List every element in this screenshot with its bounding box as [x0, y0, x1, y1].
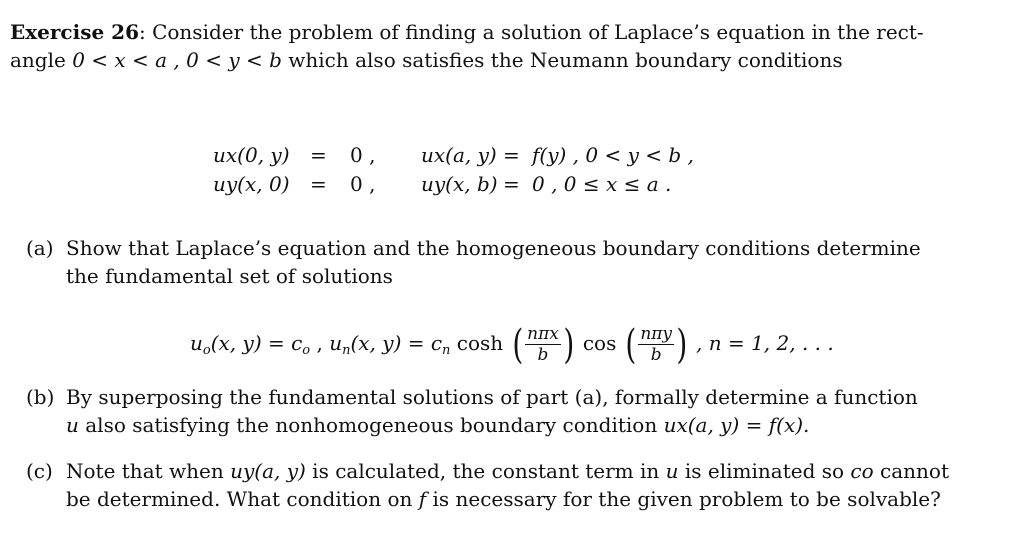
fraction-x-numerator: nπx: [527, 324, 559, 344]
part-a-line-2: the fundamental set of solutions: [66, 264, 393, 288]
cn-subscript: n: [442, 343, 451, 358]
intro-text-2-pre: angle: [10, 48, 73, 72]
bc-r1-lhs1: ux(0, y): [213, 143, 290, 167]
intro-text-2-post: which also satisfies the Neumann boundary conditions: [281, 48, 843, 72]
part-b-label: (b): [26, 385, 55, 409]
part-b-line-2: [66, 413, 809, 437]
part-c-text-2-post: is necessary for the given problem to be solvable?: [426, 487, 941, 511]
cos-label: cos: [576, 331, 623, 355]
part-c-u: u: [665, 459, 679, 483]
part-c-line-2: [66, 487, 941, 511]
part-b-text-2: also satisfying the nonhomogeneous boundary condition: [78, 413, 664, 437]
u0-args: (x, y) = c: [210, 331, 303, 355]
part-c-line-1: [66, 459, 949, 483]
bc-r1-eq1: =: [310, 143, 327, 167]
part-a-label: (a): [26, 236, 54, 260]
domain-inequality: 0 < x < a , 0 < y < b: [72, 48, 282, 72]
bc-r2-eq1: =: [310, 172, 327, 196]
part-c-label: (c): [26, 459, 53, 483]
fraction-y-numerator: nπy: [640, 324, 673, 344]
u0-symbol: u: [190, 331, 203, 355]
part-b-condition: ux(a, y) = f(x).: [663, 413, 810, 437]
part-a-line-1: Show that Laplace’s equation and the homogeneous boundary conditions determine: [66, 236, 921, 260]
exercise-title: Exercise 26: [10, 20, 139, 44]
fraction-y: [638, 324, 674, 365]
part-c-uy: uy(a, y): [230, 459, 306, 483]
part-c-f: f: [418, 487, 427, 511]
bc-r1-eq2: =: [503, 143, 520, 167]
index-range: , n = 1, 2, . . .: [689, 331, 834, 355]
un-subscript: n: [342, 343, 351, 358]
un-args: (x, y) = c: [350, 331, 443, 355]
separator: ,: [310, 331, 330, 355]
bc-r2-rhs1: 0 ,: [350, 172, 376, 196]
un-symbol: u: [329, 331, 343, 355]
right-paren-1: ): [563, 321, 575, 368]
part-b-line-1: By superposing the fundamental solutions of part (a), formally determine a function: [66, 385, 918, 409]
bc-r2-eq2: =: [503, 172, 520, 196]
bc-r2-lhs2: uy(x, b): [421, 172, 498, 196]
fundamental-solutions: [190, 318, 834, 368]
part-c-c0: co: [850, 459, 874, 483]
bc-r2-rhs2: 0 , 0 ≤ x ≤ a .: [532, 172, 672, 196]
part-c-text-post: cannot: [873, 459, 949, 483]
fraction-x: [525, 324, 561, 365]
bc-r2-lhs1: uy(x, 0): [213, 172, 290, 196]
bc-r1-rhs1: 0 ,: [350, 143, 376, 167]
cosh-label: cosh: [450, 331, 510, 355]
left-paren-2: (: [625, 321, 636, 368]
intro-line-2: [10, 48, 843, 72]
part-c-text-2-pre: be determined. What condition on: [66, 487, 419, 511]
intro-line-1: [10, 20, 924, 44]
bc-r1-rhs2: f(y) , 0 < y < b ,: [532, 143, 694, 167]
part-c-text-pre: Note that when: [66, 459, 231, 483]
bc-r1-lhs2: ux(a, y): [421, 143, 497, 167]
right-paren-2: ): [676, 321, 688, 368]
left-paren-1: (: [511, 321, 523, 368]
fraction-x-denominator: b: [537, 345, 549, 365]
intro-text-1: : Consider the problem of finding a solution of Laplace’s equation in the rect-: [138, 20, 924, 44]
part-c-text-mid2: is eliminated so: [678, 459, 851, 483]
c0-subscript: o: [302, 343, 311, 358]
fraction-y-denominator: b: [650, 345, 662, 365]
part-c-text-mid: is calculated, the constant term in: [305, 459, 666, 483]
part-b-u: u: [66, 413, 79, 437]
u0-subscript: o: [202, 343, 211, 358]
